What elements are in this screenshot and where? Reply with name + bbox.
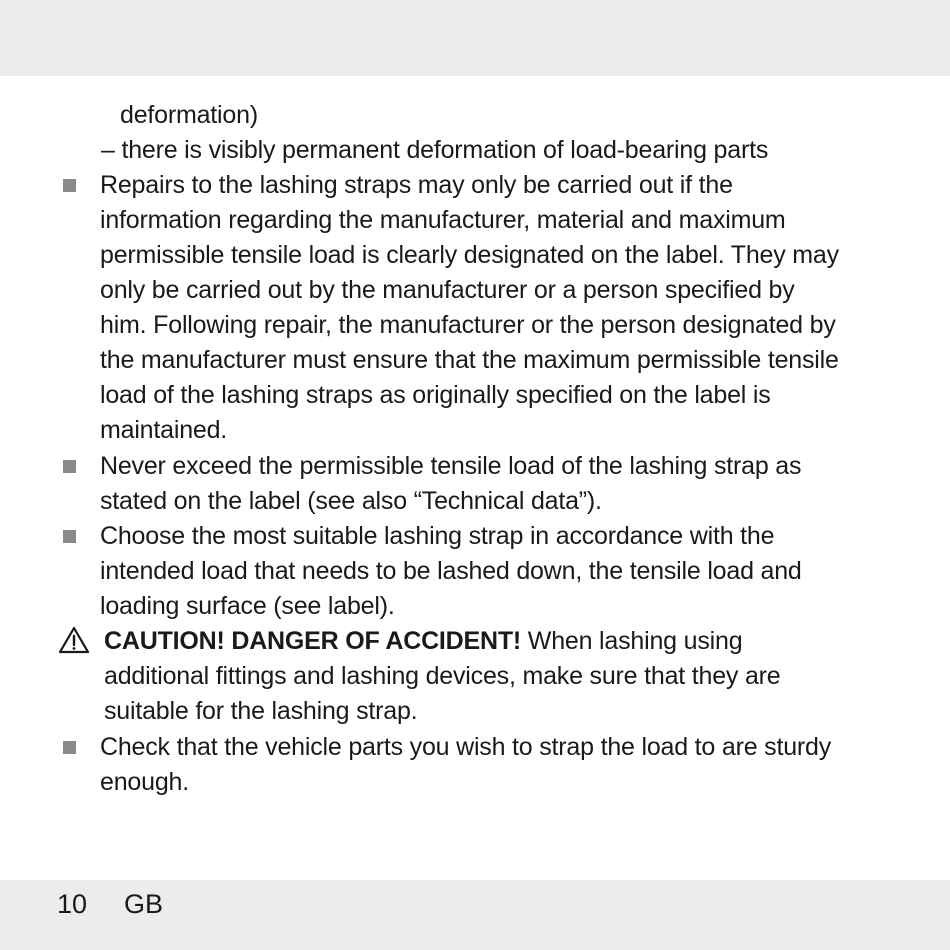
- bullet-square-icon: [63, 179, 76, 192]
- bullet-square-icon: [63, 741, 76, 754]
- continuation-line: deformation): [120, 101, 258, 129]
- bullet-square-icon: [63, 460, 76, 473]
- bullet-1-line: him. Following repair, the manufacturer or the person designated by: [100, 311, 836, 339]
- bullet-3-line: intended load that needs to be lashed down, the tensile load and: [100, 557, 802, 585]
- bullet-square-icon: [63, 530, 76, 543]
- bullet-2-line: stated on the label (see also “Technical data”).: [100, 487, 602, 515]
- bullet-2-line: Never exceed the permissible tensile load of the lashing strap as: [100, 452, 802, 480]
- caution-label: CAUTION! DANGER OF ACCIDENT!: [104, 627, 522, 655]
- caution-line-1: [104, 624, 742, 659]
- bullet-3-line: loading surface (see label).: [100, 592, 395, 620]
- page-number: 10: [57, 889, 88, 919]
- caution-line-2: additional fittings and lashing devices, make sure that they are: [104, 662, 781, 690]
- bullet-1-line: information regarding the manufacturer, material and maximum: [100, 206, 786, 234]
- bullet-1-line: permissible tensile load is clearly designated on the label. They may: [100, 241, 839, 269]
- caution-text: When lashing using: [521, 627, 743, 655]
- bullet-4-line: enough.: [100, 768, 189, 796]
- caution-line-3: suitable for the lashing strap.: [104, 697, 418, 725]
- bullet-4-line: Check that the vehicle parts you wish to strap the load to are sturdy: [100, 733, 832, 761]
- bullet-1-line: load of the lashing straps as originally specified on the label is: [100, 381, 771, 409]
- bullet-3-line: Choose the most suitable lashing strap in accordance with the: [100, 522, 775, 550]
- continuation-dash-line: – there is visibly permanent deformation of load-bearing parts: [101, 136, 769, 164]
- header-band: [0, 0, 950, 76]
- bullet-1-line: maintained.: [100, 416, 228, 444]
- bullet-1-line: the manufacturer must ensure that the maximum permissible tensile: [100, 346, 839, 374]
- bullet-1-line: Repairs to the lashing straps may only be carried out if the: [100, 171, 733, 199]
- bullet-1-line: only be carried out by the manufacturer or a person specified by: [100, 276, 795, 304]
- warning-triangle-icon: [58, 626, 90, 654]
- language-code: GB: [124, 889, 164, 919]
